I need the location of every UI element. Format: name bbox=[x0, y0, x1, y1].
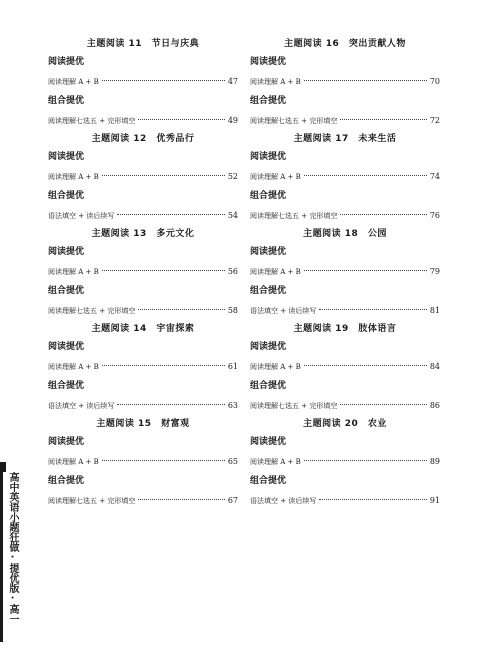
page-number: 58 bbox=[227, 306, 238, 315]
unit-title: 主题阅读 11 节日与庆典 bbox=[86, 39, 200, 49]
unit-title: 主题阅读 15 财富观 bbox=[96, 419, 190, 429]
dot-leader bbox=[102, 364, 225, 366]
section-heading: 阅读提优 bbox=[250, 247, 287, 257]
unit-block bbox=[48, 131, 238, 226]
toc-entry[interactable] bbox=[48, 491, 238, 511]
unit-title: 主题阅读 19 肢体语言 bbox=[293, 324, 397, 334]
toc-entry[interactable] bbox=[48, 262, 238, 282]
unit-block bbox=[48, 226, 238, 321]
toc-entry[interactable] bbox=[250, 396, 440, 416]
dot-leader bbox=[138, 308, 224, 310]
entry-label: 阅读理解七选五 + 完形填空 bbox=[250, 212, 338, 220]
page-number: 91 bbox=[429, 496, 440, 505]
section-heading: 阅读提优 bbox=[48, 152, 85, 162]
page-number: 79 bbox=[429, 267, 440, 276]
dot-leader bbox=[340, 213, 426, 215]
page-number: 76 bbox=[429, 211, 440, 220]
page-number: 74 bbox=[429, 172, 440, 181]
page-number: 52 bbox=[227, 172, 238, 181]
page-number: 61 bbox=[227, 362, 238, 371]
section-heading: 组合提优 bbox=[48, 476, 85, 486]
spine-title: 高中英语小题狂做·提优版·高一 bbox=[7, 472, 18, 624]
section-heading: 组合提优 bbox=[250, 96, 287, 106]
entry-label: 阅读理解七选五 + 完形填空 bbox=[48, 497, 136, 505]
dot-leader bbox=[117, 213, 224, 215]
entry-label: 阅读理解七选五 + 完形填空 bbox=[48, 307, 136, 315]
entry-label: 阅读理解七选五 + 完形填空 bbox=[250, 402, 338, 410]
toc-entry[interactable] bbox=[250, 491, 440, 511]
page-number: 54 bbox=[227, 211, 238, 220]
unit-block bbox=[250, 416, 440, 511]
toc-entry[interactable] bbox=[48, 357, 238, 377]
section-heading: 阅读提优 bbox=[48, 57, 85, 67]
toc-entry[interactable] bbox=[48, 167, 238, 187]
unit-title: 主题阅读 17 未来生活 bbox=[293, 134, 397, 144]
entry-label: 阅读理解 A + B bbox=[48, 173, 99, 181]
toc-entry[interactable] bbox=[48, 301, 238, 321]
toc-entry[interactable] bbox=[250, 357, 440, 377]
entry-label: 阅读理解 A + B bbox=[48, 268, 99, 276]
toc-entry[interactable] bbox=[250, 452, 440, 472]
section-heading: 阅读提优 bbox=[250, 57, 287, 67]
left-column bbox=[48, 36, 238, 511]
section-heading: 组合提优 bbox=[48, 96, 85, 106]
dot-leader bbox=[304, 459, 427, 461]
dot-leader bbox=[304, 174, 427, 176]
section-heading: 阅读提优 bbox=[48, 247, 85, 257]
section-heading: 组合提优 bbox=[48, 191, 85, 201]
dot-leader bbox=[102, 79, 225, 81]
section-heading: 组合提优 bbox=[250, 381, 287, 391]
toc-entry[interactable] bbox=[48, 452, 238, 472]
entry-label: 阅读理解 A + B bbox=[250, 173, 301, 181]
entry-label: 语法填空 + 读后续写 bbox=[250, 307, 317, 315]
unit-block bbox=[48, 321, 238, 416]
dot-leader bbox=[102, 174, 225, 176]
page-number: 63 bbox=[227, 401, 238, 410]
unit-title: 主题阅读 16 突出贡献人物 bbox=[284, 39, 406, 49]
toc-entry[interactable] bbox=[250, 301, 440, 321]
unit-block bbox=[250, 226, 440, 321]
page-number: 72 bbox=[429, 116, 440, 125]
page-number: 56 bbox=[227, 267, 238, 276]
section-heading: 阅读提优 bbox=[48, 342, 85, 352]
toc-entry[interactable] bbox=[250, 167, 440, 187]
section-heading: 阅读提优 bbox=[48, 437, 85, 447]
page-number: 84 bbox=[429, 362, 440, 371]
toc-entry[interactable] bbox=[48, 396, 238, 416]
unit-title: 主题阅读 14 宇宙探索 bbox=[91, 324, 195, 334]
entry-label: 阅读理解 A + B bbox=[250, 363, 301, 371]
entry-label: 阅读理解 A + B bbox=[250, 458, 301, 466]
dot-leader bbox=[304, 364, 427, 366]
page-number: 67 bbox=[227, 496, 238, 505]
page-number: 86 bbox=[429, 401, 440, 410]
toc-entry[interactable] bbox=[48, 206, 238, 226]
toc-entry[interactable] bbox=[250, 206, 440, 226]
toc-entry[interactable] bbox=[250, 111, 440, 131]
unit-title: 主题阅读 20 农业 bbox=[303, 419, 387, 429]
page-number: 47 bbox=[227, 77, 238, 86]
unit-block bbox=[250, 36, 440, 131]
dot-leader bbox=[138, 118, 224, 120]
dot-leader bbox=[102, 269, 225, 271]
entry-label: 阅读理解七选五 + 完形填空 bbox=[250, 117, 338, 125]
dot-leader bbox=[319, 498, 426, 500]
dot-leader bbox=[102, 459, 225, 461]
page-number: 89 bbox=[429, 457, 440, 466]
section-heading: 阅读提优 bbox=[250, 437, 287, 447]
page-number: 65 bbox=[227, 457, 238, 466]
dot-leader bbox=[117, 403, 224, 405]
section-heading: 组合提优 bbox=[250, 191, 287, 201]
unit-title: 主题阅读 18 公园 bbox=[303, 229, 387, 239]
dot-leader bbox=[340, 118, 426, 120]
entry-label: 语法填空 + 读后续写 bbox=[48, 402, 115, 410]
page-number: 81 bbox=[429, 306, 440, 315]
dot-leader bbox=[304, 269, 427, 271]
unit-title: 主题阅读 12 优秀品行 bbox=[91, 134, 195, 144]
toc-entry[interactable] bbox=[48, 72, 238, 92]
spine-marker bbox=[3, 462, 6, 472]
toc-entry[interactable] bbox=[48, 111, 238, 131]
unit-block bbox=[48, 36, 238, 131]
unit-block bbox=[250, 321, 440, 416]
entry-label: 阅读理解 A + B bbox=[250, 78, 301, 86]
right-column bbox=[250, 36, 440, 511]
dot-leader bbox=[319, 308, 426, 310]
dot-leader bbox=[304, 79, 427, 81]
book-spine-label bbox=[0, 462, 17, 642]
entry-label: 阅读理解 A + B bbox=[48, 363, 99, 371]
dot-leader bbox=[138, 498, 224, 500]
page-number: 49 bbox=[227, 116, 238, 125]
entry-label: 阅读理解 A + B bbox=[48, 458, 99, 466]
page-number: 70 bbox=[429, 77, 440, 86]
section-heading: 组合提优 bbox=[250, 286, 287, 296]
entry-label: 阅读理解 A + B bbox=[48, 78, 99, 86]
entry-label: 语法填空 + 读后续写 bbox=[48, 212, 115, 220]
toc-entry[interactable] bbox=[250, 262, 440, 282]
section-heading: 组合提优 bbox=[48, 381, 85, 391]
toc-entry[interactable] bbox=[250, 72, 440, 92]
entry-label: 语法填空 + 读后续写 bbox=[250, 497, 317, 505]
section-heading: 组合提优 bbox=[250, 476, 287, 486]
entry-label: 阅读理解 A + B bbox=[250, 268, 301, 276]
section-heading: 阅读提优 bbox=[250, 342, 287, 352]
unit-block bbox=[250, 131, 440, 226]
section-heading: 阅读提优 bbox=[250, 152, 287, 162]
dot-leader bbox=[340, 403, 426, 405]
unit-block bbox=[48, 416, 238, 511]
entry-label: 阅读理解七选五 + 完形填空 bbox=[48, 117, 136, 125]
unit-title: 主题阅读 13 多元文化 bbox=[91, 229, 195, 239]
section-heading: 组合提优 bbox=[48, 286, 85, 296]
